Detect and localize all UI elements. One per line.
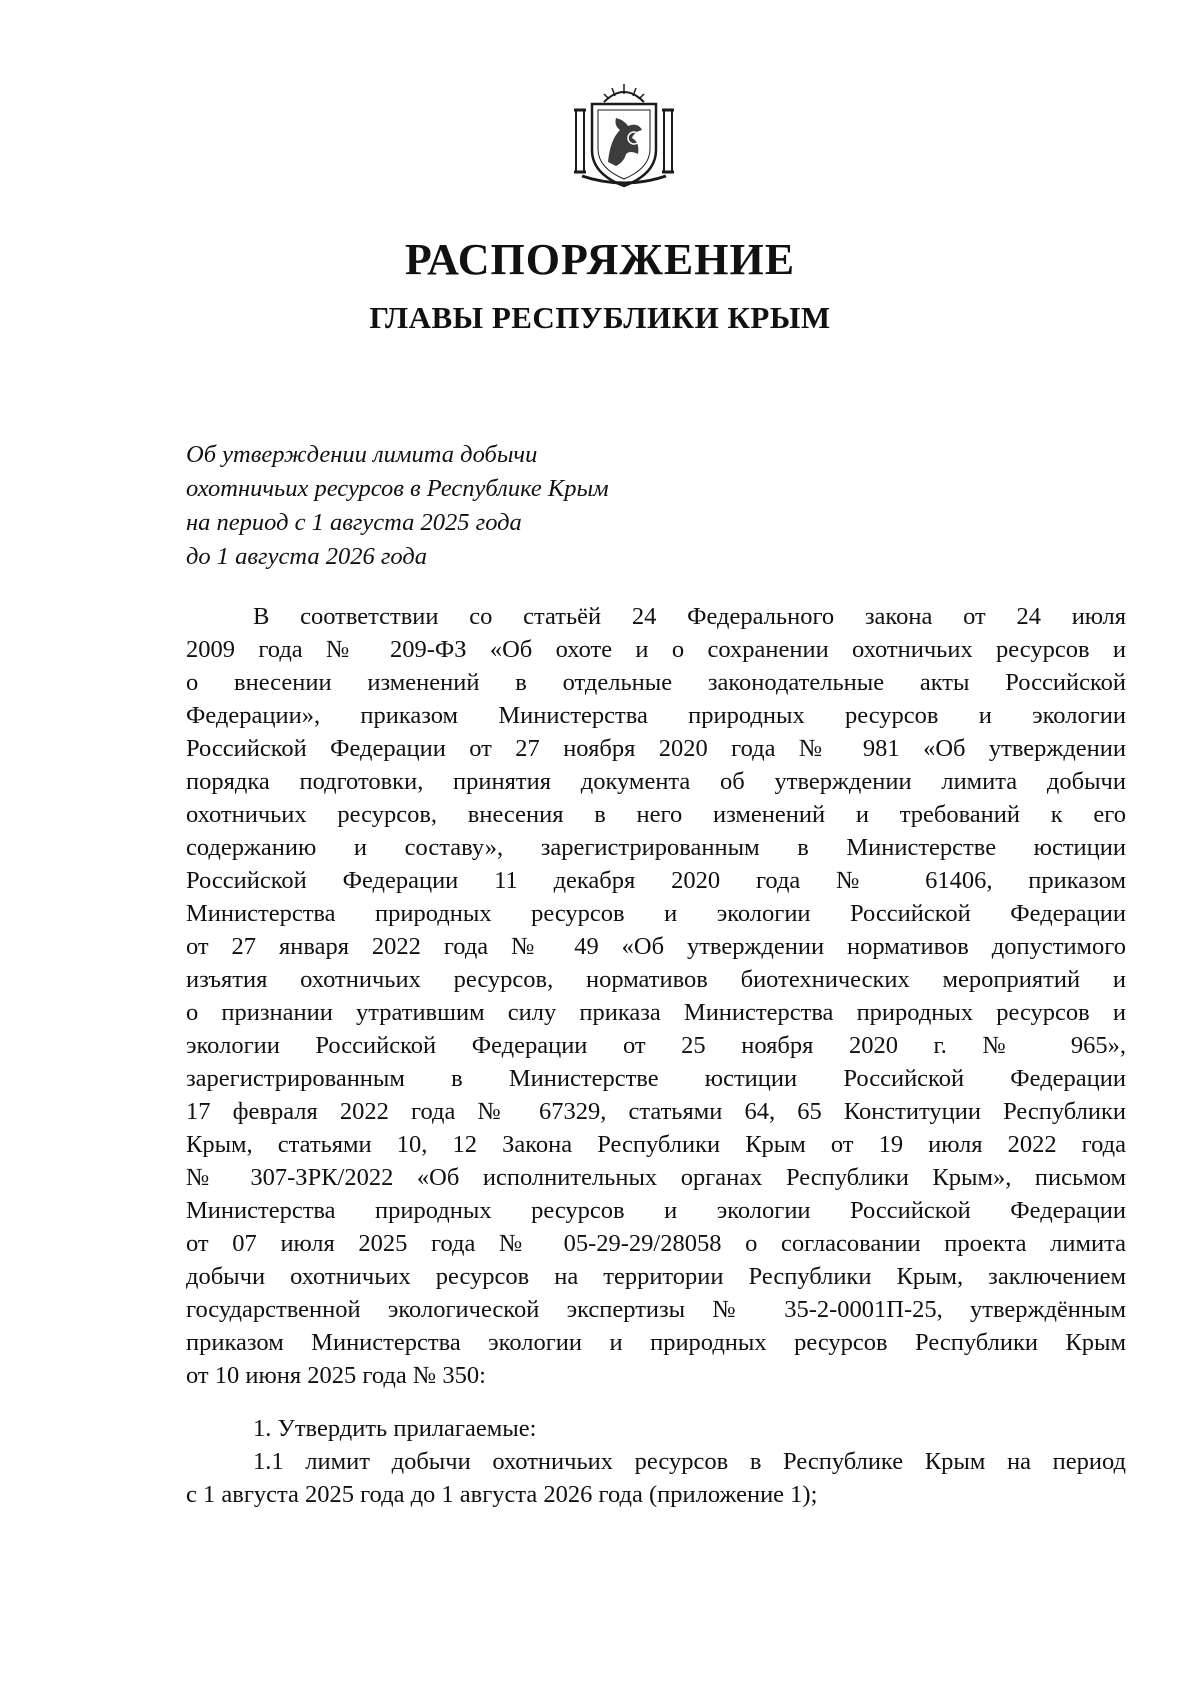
item-1-1-line: с 1 августа 2025 года до 1 августа 2026 года (приложение 1); <box>186 1481 818 1508</box>
preamble-paragraph <box>186 600 1126 1392</box>
subject-line: Об утверждении лимита добычи <box>186 441 538 468</box>
paragraph-line: зарегистрированным в Министерстве юстиции Российской Федерации <box>186 1065 1126 1092</box>
paragraph-line: порядка подготовки, принятия документа об утверждении лимита добычи <box>186 768 1126 795</box>
paragraph-line: охотничьих ресурсов, внесения в него изменений и требований к его <box>186 801 1126 828</box>
item-1-1-line: 1.1 лимит добычи охотничьих ресурсов в Республике Крым на период <box>253 1448 1126 1475</box>
paragraph-line: содержанию и составу», зарегистрированным в Министерстве юстиции <box>186 834 1126 861</box>
paragraph-line: от 10 июня 2025 года № 350: <box>186 1362 486 1389</box>
paragraph-line: экологии Российской Федерации от 25 ноября 2020 г. № 965», <box>186 1032 1126 1059</box>
document-subject <box>186 438 746 574</box>
document-subtitle: ГЛАВЫ РЕСПУБЛИКИ КРЫМ <box>369 300 831 335</box>
paragraph-line: № 307-ЗРК/2022 «Об исполнительных органах Республики Крым», письмом <box>186 1164 1126 1191</box>
crimea-coat-of-arms-icon <box>568 80 680 192</box>
paragraph-line: от 27 января 2022 года № 49 «Об утверждении нормативов допустимого <box>186 933 1126 960</box>
paragraph-line: приказом Министерства экологии и природных ресурсов Республики Крым <box>186 1329 1126 1356</box>
paragraph-line: Крым, статьями 10, 12 Закона Республики Крым от 19 июля 2022 года <box>186 1131 1126 1158</box>
paragraph-line: Российской Федерации от 27 ноября 2020 года № 981 «Об утверждении <box>186 735 1126 762</box>
paragraph-line: В соответствии со статьёй 24 Федерального закона от 24 июля <box>253 603 1126 630</box>
paragraph-line: Российской Федерации 11 декабря 2020 года № 61406, приказом <box>186 867 1126 894</box>
paragraph-line: добычи охотничьих ресурсов на территории Республики Крым, заключением <box>186 1263 1126 1290</box>
paragraph-line: о внесении изменений в отдельные законодательные акты Российской <box>186 669 1126 696</box>
paragraph-line: Министерства природных ресурсов и экологии Российской Федерации <box>186 900 1126 927</box>
paragraph-line: о признании утратившим силу приказа Министерства природных ресурсов и <box>186 999 1126 1026</box>
subject-line: охотничьих ресурсов в Республике Крым <box>186 475 609 502</box>
paragraph-line: государственной экологической экспертизы № 35-2-0001П-25, утверждённым <box>186 1296 1126 1323</box>
item-1: 1. Утвердить прилагаемые: <box>253 1415 537 1442</box>
paragraph-line: 17 февраля 2022 года № 67329, статьями 64, 65 Конституции Республики <box>186 1098 1126 1125</box>
paragraph-line: изъятия охотничьих ресурсов, нормативов биотехнических мероприятий и <box>186 966 1126 993</box>
document-title: РАСПОРЯЖЕНИЕ <box>404 235 796 284</box>
subject-line: до 1 августа 2026 года <box>186 543 427 570</box>
paragraph-line: Министерства природных ресурсов и экологии Российской Федерации <box>186 1197 1126 1224</box>
subject-line: на период с 1 августа 2025 года <box>186 509 522 536</box>
paragraph-line: от 07 июля 2025 года № 05-29-29/28058 о согласовании проекта лимита <box>186 1230 1126 1257</box>
paragraph-line: 2009 года № 209-ФЗ «Об охоте и о сохранении охотничьих ресурсов и <box>186 636 1126 663</box>
resolution-items <box>186 1412 1126 1511</box>
paragraph-line: Федерации», приказом Министерства природных ресурсов и экологии <box>186 702 1126 729</box>
